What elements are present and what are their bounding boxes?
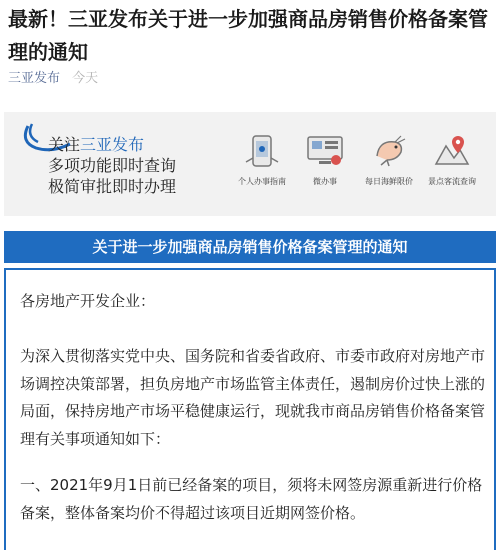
promo-banner[interactable] (4, 112, 496, 216)
notice-content-box (4, 268, 496, 550)
service-seafood-price[interactable] (354, 134, 424, 187)
author-link[interactable]: 三亚发布 (8, 71, 61, 86)
intro-paragraph: 为深入贯彻落实党中央、国务院和省委省政府、市委市政府对房地产市场调控决策部署，担负房地产市场监管主体责任，遏制房价过快上涨的局面，保持房地产市场平稳健康运行，现就我市商品房销售价格备案管理有关事项通知如下： (20, 347, 486, 448)
seafood-shrimp-icon (369, 134, 409, 168)
service-personal-guide[interactable] (227, 134, 297, 187)
article-title: 最新！三亚发布关于进一步加强商品房销售价格备案管理的通知 (8, 7, 488, 64)
scenic-location-icon (432, 134, 472, 168)
salutation-paragraph: 各房地产开发企业： (20, 292, 156, 310)
service-scenic-flow[interactable] (417, 134, 487, 187)
phone-guide-icon (242, 134, 282, 168)
article-meta (8, 70, 98, 88)
section-heading: 关于进一步加强商品房销售价格备案管理的通知 (4, 231, 496, 263)
banner-line-approval: 极简审批即时办理 (48, 177, 177, 196)
follow-prefix: 关注 (48, 135, 81, 154)
banner-line-query: 多项功能即时查询 (48, 156, 177, 175)
clause-one-paragraph: 一、2021年9月1日前已经备案的项目，须将未网签房源重新进行价格备案，整体备案均价不得超过该项目近期网签价格。 (20, 476, 483, 522)
service-micro-service[interactable] (290, 134, 360, 187)
banner-brand: 三亚发布 (80, 135, 145, 154)
service-label: 每日海鲜限价 (365, 177, 413, 186)
publish-time: 今天 (72, 71, 99, 86)
service-label: 个人办事指南 (238, 177, 286, 186)
service-label: 微办事 (313, 177, 337, 186)
banner-slogan (48, 134, 176, 197)
desktop-service-icon (305, 134, 345, 168)
service-label: 景点客流查询 (428, 177, 476, 186)
